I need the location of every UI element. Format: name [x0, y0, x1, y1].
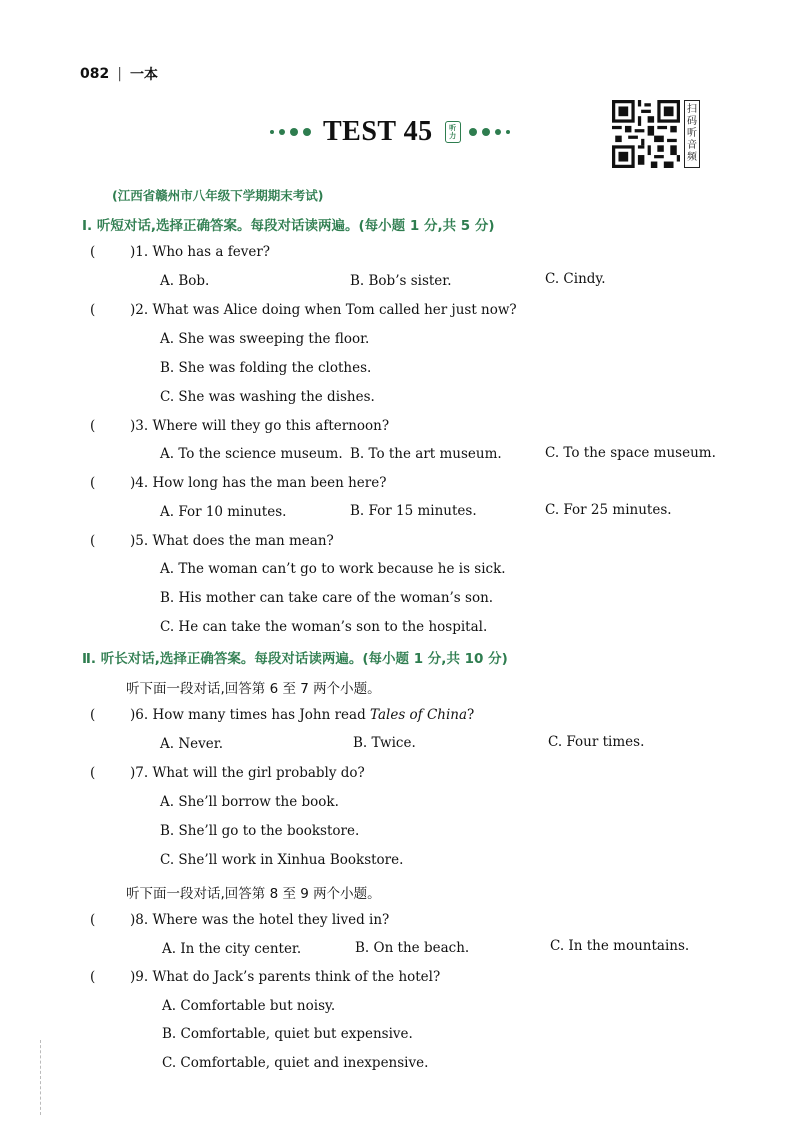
- answer-blank[interactable]: (: [90, 912, 96, 928]
- answer-blank[interactable]: (: [90, 418, 96, 434]
- question-text: )4. How long has the man been here?: [130, 475, 387, 491]
- question-4: [90, 475, 386, 491]
- book-title: Tales of China: [370, 707, 468, 723]
- question-2: [90, 302, 517, 318]
- question-text: )9. What do Jack’s parents think of the hotel?: [130, 969, 441, 985]
- answer-blank[interactable]: (: [90, 765, 96, 781]
- question-3: [90, 418, 389, 434]
- question-1: [90, 244, 270, 260]
- question-text: )2. What was Alice doing when Tom called her just now?: [130, 302, 517, 318]
- qr-code-block[interactable]: [612, 100, 700, 168]
- option-b: B. For 15 minutes.: [350, 503, 477, 519]
- option-b: B. Twice.: [353, 735, 416, 751]
- page-header: [80, 64, 158, 84]
- answer-blank[interactable]: (: [90, 244, 96, 260]
- option-a: A. To the science museum.: [160, 446, 343, 462]
- instruction-1: 听下面一段对话,回答第 6 至 7 两个小题。: [126, 681, 381, 697]
- answer-blank[interactable]: (: [90, 302, 96, 318]
- option-a: A. Comfortable but noisy.: [162, 998, 336, 1014]
- question-text: )6. How many times has John read Tales of China?: [130, 707, 475, 723]
- left-dots-decoration: [270, 128, 311, 136]
- question-text: )5. What does the man mean?: [130, 533, 334, 549]
- header-separator: |: [117, 66, 122, 82]
- option-c: C. She was washing the dishes.: [160, 389, 375, 405]
- question-7: [90, 765, 365, 781]
- option-b: B. To the art museum.: [350, 446, 502, 462]
- option-a: A. In the city center.: [162, 941, 302, 957]
- question-text: )7. What will the girl probably do?: [130, 765, 365, 781]
- option-a: A. The woman can’t go to work because he is sick.: [160, 561, 506, 577]
- option-a: A. Bob.: [160, 273, 210, 289]
- exam-source: (江西省赣州市八年级下学期期末考试): [112, 188, 324, 203]
- option-c: C. He can take the woman’s son to the hospital.: [160, 619, 488, 635]
- option-c: C. To the space museum.: [545, 445, 716, 461]
- binding-margin-line: [40, 1040, 41, 1115]
- option-b: B. Comfortable, quiet but expensive.: [162, 1026, 413, 1042]
- question-5: [90, 533, 334, 549]
- option-c: C. Cindy.: [545, 271, 606, 287]
- brand-logo: 一本: [129, 67, 158, 83]
- option-a: A. For 10 minutes.: [160, 504, 287, 520]
- question-text: )8. Where was the hotel they lived in?: [130, 912, 390, 928]
- page-number: 082: [80, 66, 110, 82]
- option-c: C. Four times.: [548, 734, 645, 750]
- option-c: C. For 25 minutes.: [545, 502, 672, 518]
- qr-code-icon[interactable]: [612, 100, 680, 168]
- question-text: )1. Who has a fever?: [130, 244, 271, 260]
- option-b: B. Bob’s sister.: [350, 273, 452, 289]
- test-title-row: [270, 112, 510, 152]
- section-heading-1: Ⅰ. 听短对话,选择正确答案。每段对话读两遍。(每小题 1 分,共 5 分): [82, 218, 495, 234]
- option-c: C. In the mountains.: [550, 938, 690, 954]
- answer-blank[interactable]: (: [90, 969, 96, 985]
- question-9: [90, 969, 440, 985]
- question-6: [90, 707, 474, 723]
- option-a: A. She was sweeping the floor.: [160, 331, 370, 347]
- option-c: C. She’ll work in Xinhua Bookstore.: [160, 852, 404, 868]
- option-b: B. His mother can take care of the woman’s son.: [160, 590, 494, 606]
- answer-blank[interactable]: (: [90, 533, 96, 549]
- right-dots-decoration: [469, 128, 510, 136]
- instruction-2: 听下面一段对话,回答第 8 至 9 两个小题。: [126, 886, 381, 902]
- option-b: B. On the beach.: [355, 940, 470, 956]
- section-heading-2: Ⅱ. 听长对话,选择正确答案。每段对话读两遍。(每小题 1 分,共 10 分): [82, 651, 508, 667]
- answer-blank[interactable]: (: [90, 475, 96, 491]
- listening-badge-icon: 听 力: [445, 121, 461, 143]
- option-a: A. She’ll borrow the book.: [160, 794, 339, 810]
- option-a: A. Never.: [160, 736, 224, 752]
- question-text: )3. Where will they go this afternoon?: [130, 418, 390, 434]
- answer-blank[interactable]: (: [90, 707, 96, 723]
- option-c: C. Comfortable, quiet and inexpensive.: [162, 1055, 429, 1071]
- option-b: B. She’ll go to the bookstore.: [160, 823, 360, 839]
- test-title: TEST 45: [323, 116, 433, 147]
- qr-label: 扫 码 听 音 频: [684, 100, 700, 168]
- option-b: B. She was folding the clothes.: [160, 360, 372, 376]
- question-8: [90, 912, 389, 928]
